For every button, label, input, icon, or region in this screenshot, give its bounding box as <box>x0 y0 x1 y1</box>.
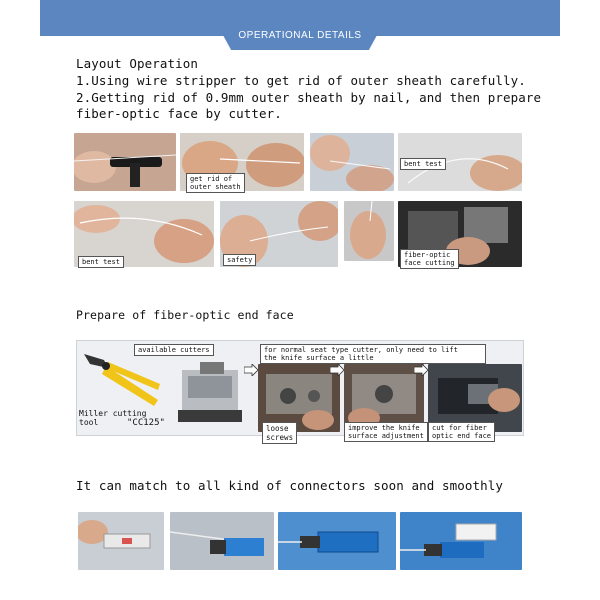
photo-connector-1 <box>78 512 164 570</box>
layout-heading: Layout Operation <box>76 56 199 71</box>
label-available-cutters: available cutters <box>134 344 214 356</box>
label-normal-seat: for normal seat type cutter, only need to lift the knife surface a little <box>260 344 486 364</box>
label-miller-tool: Miller cutting tool <box>79 409 147 427</box>
arrow-right-icon <box>244 364 258 376</box>
label-bent-test-1: bent test <box>400 158 446 170</box>
step-2-text-line1: 2.Getting rid of 0.9mm outer sheath by nail, and then prepare <box>76 90 542 105</box>
connectors-heading: It can match to all kind of connectors soon and smoothly <box>76 478 504 493</box>
photo-connector-3 <box>278 512 396 570</box>
photo-connector-2 <box>170 512 274 570</box>
step-1-text: 1.Using wire stripper to get rid of outer sheath carefully. <box>76 73 526 88</box>
photo-cutter-machine <box>170 344 250 432</box>
label-get-rid: get rid of outer sheath <box>186 173 245 193</box>
label-loose-screws: loose screws <box>262 422 297 444</box>
label-cc125: "CC125" <box>127 418 165 428</box>
arrow-right-icon <box>330 364 344 376</box>
step-2-text-line2: fiber-optic face by cutter. <box>76 106 282 121</box>
label-cut-fiber: cut for fiber optic end face <box>428 422 495 442</box>
photo-fiber-strip <box>310 133 394 191</box>
page-title: OPERATIONAL DETAILS <box>238 30 362 41</box>
label-safety: safety <box>223 254 256 266</box>
label-improve-knife: improve the knife surface adjustment <box>344 422 428 442</box>
prepare-heading: Prepare of fiber-optic end face <box>76 308 294 322</box>
photo-wire-stripper <box>74 133 176 191</box>
arrow-right-icon <box>414 364 428 376</box>
label-fiber-cutting: fiber-optic face cutting <box>400 249 459 269</box>
photo-fiber-hold <box>344 201 394 261</box>
photo-connector-4 <box>400 512 522 570</box>
label-bent-test-2: bent test <box>78 256 124 268</box>
